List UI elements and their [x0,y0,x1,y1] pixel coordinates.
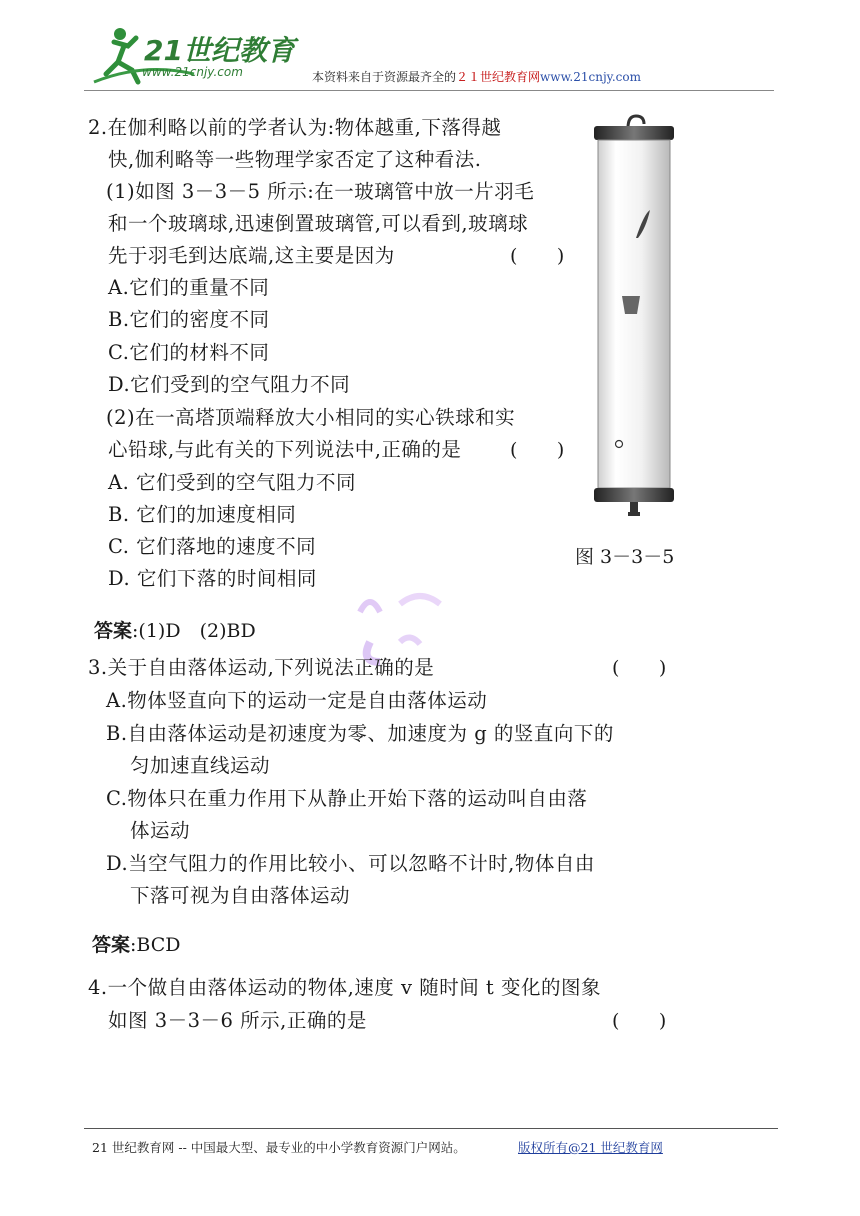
q4-stem-line1: 4.一个做自由落体运动的物体,速度 v 随时间 t 变化的图象 [88,976,601,999]
figure-3-3-5-caption: 图 3－3－5 [575,546,675,568]
q3-stem: 3.关于自由落体运动,下列说法正确的是 [88,656,435,679]
site-logo [84,22,304,92]
q2-part1-answer-blank: ( ) [510,245,565,267]
q2-part1-line2: 和一个玻璃球,迅速倒置玻璃管,可以看到,玻璃球 [108,212,529,235]
q3-option-d-line1: D.当空气阻力的作用比较小、可以忽略不计时,物体自由 [106,852,595,875]
svg-text:21世纪教育: 21世纪教育 [144,34,295,67]
q2-part2-line1: (2)在一高塔顶端释放大小相同的实心铁球和实 [106,406,516,429]
q3-answer: 答案:BCD [92,934,181,956]
svg-text:www.21cnjy.com: www.21cnjy.com [142,65,243,79]
q2-part2-option-b: B. 它们的加速度相同 [108,503,297,526]
q3-option-b-line2: 匀加速直线运动 [130,754,271,777]
q3-option-d-line2: 下落可视为自由落体运动 [130,884,351,907]
q2-part1-option-b: B.它们的密度不同 [108,308,270,331]
q2-part2-option-c: C. 它们落地的速度不同 [108,535,317,558]
glass-ball-holder-icon [622,296,640,314]
q3-option-a: A.物体竖直向下的运动一定是自由落体运动 [106,689,488,712]
header-divider [84,90,774,91]
header-source-note: 本资料来自于资源最齐全的２１世纪教育网www.21cnjy.com [312,70,641,84]
q3-option-c-line1: C.物体只在重力作用下从静止开始下落的运动叫自由落 [106,787,588,810]
q2-part2-option-a: A. 它们受到的空气阻力不同 [108,471,356,494]
q4-stem-line2: 如图 3－3－6 所示,正确的是 [108,1009,367,1032]
q2-part1-line1: (1)如图 3－3－5 所示:在一玻璃管中放一片羽毛 [106,180,535,203]
q2-part1-option-c: C.它们的材料不同 [108,341,270,364]
glass-tube-figure [584,110,684,530]
glass-ball-icon [616,441,623,448]
q3-option-c-line2: 体运动 [130,819,191,842]
footer-site-description: 21 世纪教育网 -- 中国最大型、最专业的中小学教育资源门户网站。 [92,1140,466,1155]
q2-part2-answer-blank: ( ) [510,439,565,461]
q2-part2-line2: 心铅球,与此有关的下列说法中,正确的是 [108,438,462,461]
footer-divider [84,1128,778,1129]
q4-answer-blank: ( ) [612,1010,667,1032]
q2-answer: 答案:(1)D (2)BD [94,620,256,642]
q2-part1-line3: 先于羽毛到达底端,这主要是因为 [108,244,395,267]
q2-part2-option-d: D. 它们下落的时间相同 [108,567,317,590]
q3-answer-blank: ( ) [612,657,667,679]
q2-stem-line2: 快,伽利略等一些物理学家否定了这种看法. [108,148,482,171]
q2-part1-option-a: A.它们的重量不同 [108,276,270,299]
q3-option-b-line1: B.自由落体运动是初速度为零、加速度为 g 的竖直向下的 [106,722,614,745]
q2-part1-option-d: D.它们受到的空气阻力不同 [108,373,351,396]
footer-copyright-link[interactable]: 版权所有@21 世纪教育网 [518,1140,663,1155]
q2-stem-line1: 2.在伽利略以前的学者认为:物体越重,下落得越 [88,116,502,139]
